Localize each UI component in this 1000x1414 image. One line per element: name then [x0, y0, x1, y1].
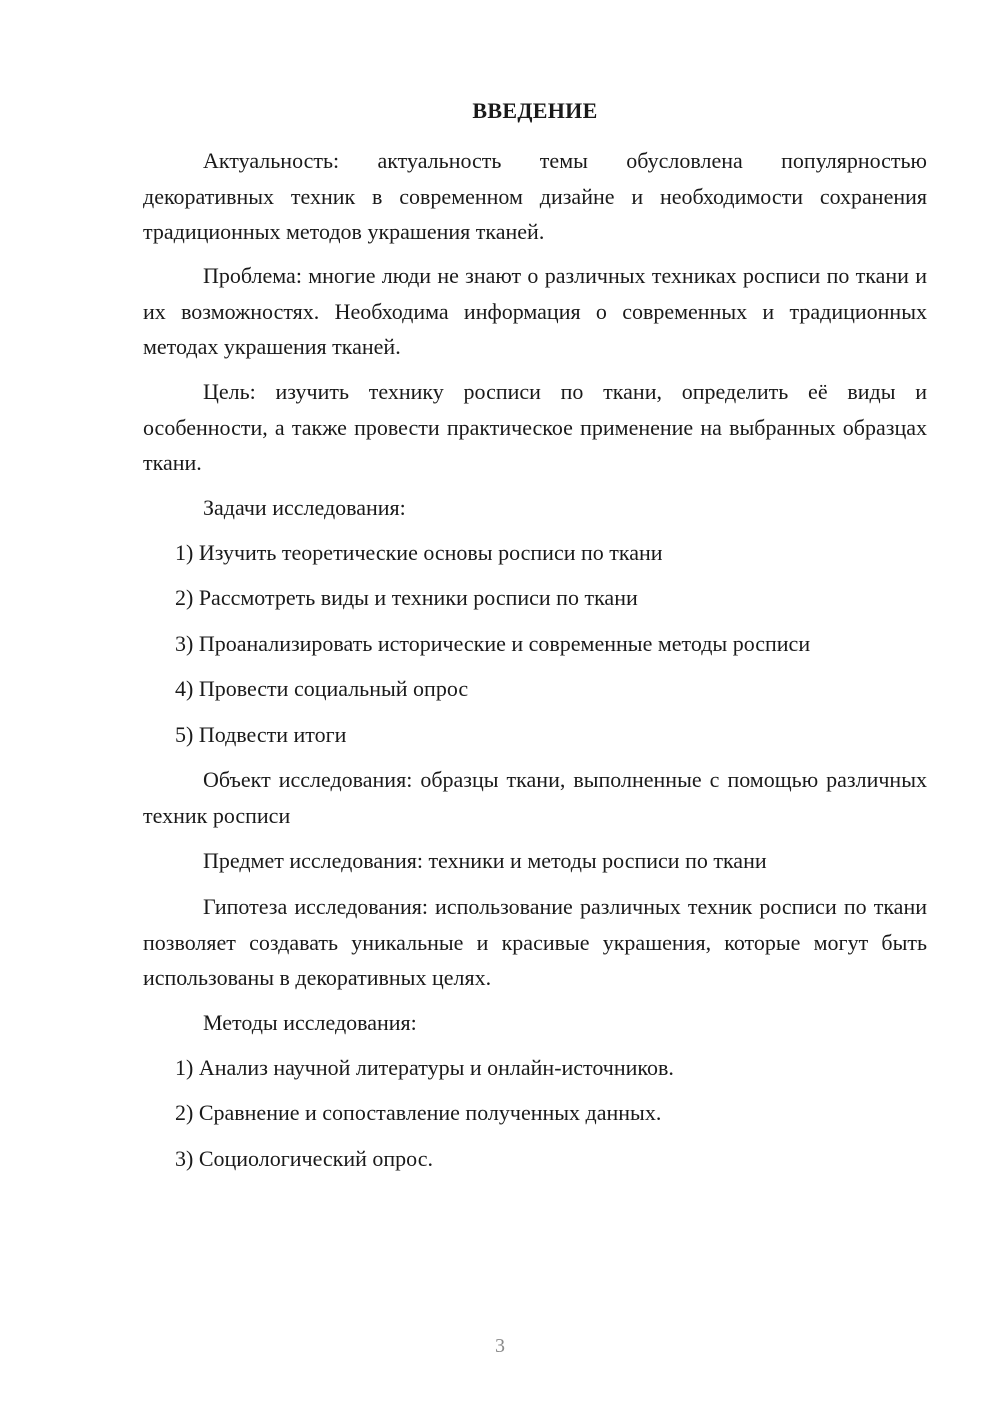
method-item: 1) Анализ научной литературы и онлайн-источников.: [175, 1055, 674, 1080]
goal-paragraph: Цель: изучить технику росписи по ткани, определить её виды и особенности, а также провести практическое применение на выбранных образцах ткани.: [143, 379, 927, 475]
relevance-paragraph: Актуальность: актуальность темы обусловлена популярностью декоративных техник в современном дизайне и необходимости сохранения традиционных методов украшения тканей.: [143, 148, 927, 244]
subject-paragraph: Предмет исследования: техники и методы росписи по ткани: [203, 848, 767, 873]
task-item: 2) Рассмотреть виды и техники росписи по ткани: [175, 585, 638, 610]
tasks-heading: Задачи исследования:: [203, 495, 406, 520]
problem-paragraph: Проблема: многие люди не знают о различных техниках росписи по ткани и их возможностях. Необходима информация о современных и традиционных методах украшения тканей.: [143, 263, 927, 359]
method-item: 2) Сравнение и сопоставление полученных данных.: [175, 1100, 662, 1125]
page-title: ВВЕДЕНИЕ: [472, 98, 598, 123]
method-item: 3) Социологический опрос.: [175, 1146, 433, 1171]
methods-heading: Методы исследования:: [203, 1010, 417, 1035]
task-item: 4) Провести социальный опрос: [175, 676, 469, 701]
hypothesis-paragraph: Гипотеза исследования: использование различных техник росписи по ткани позволяет создавать уникальные и красивые украшения, которые могут быть использованы в декоративных целях.: [143, 894, 927, 990]
task-item: 3) Проанализировать исторические и современные методы росписи: [175, 631, 811, 656]
task-item: 1) Изучить теоретические основы росписи по ткани: [175, 540, 663, 565]
object-paragraph: Объект исследования: образцы ткани, выполненные с помощью различных техник росписи: [143, 767, 927, 828]
page-number: 3: [495, 1335, 505, 1357]
task-item: 5) Подвести итоги: [175, 722, 347, 747]
